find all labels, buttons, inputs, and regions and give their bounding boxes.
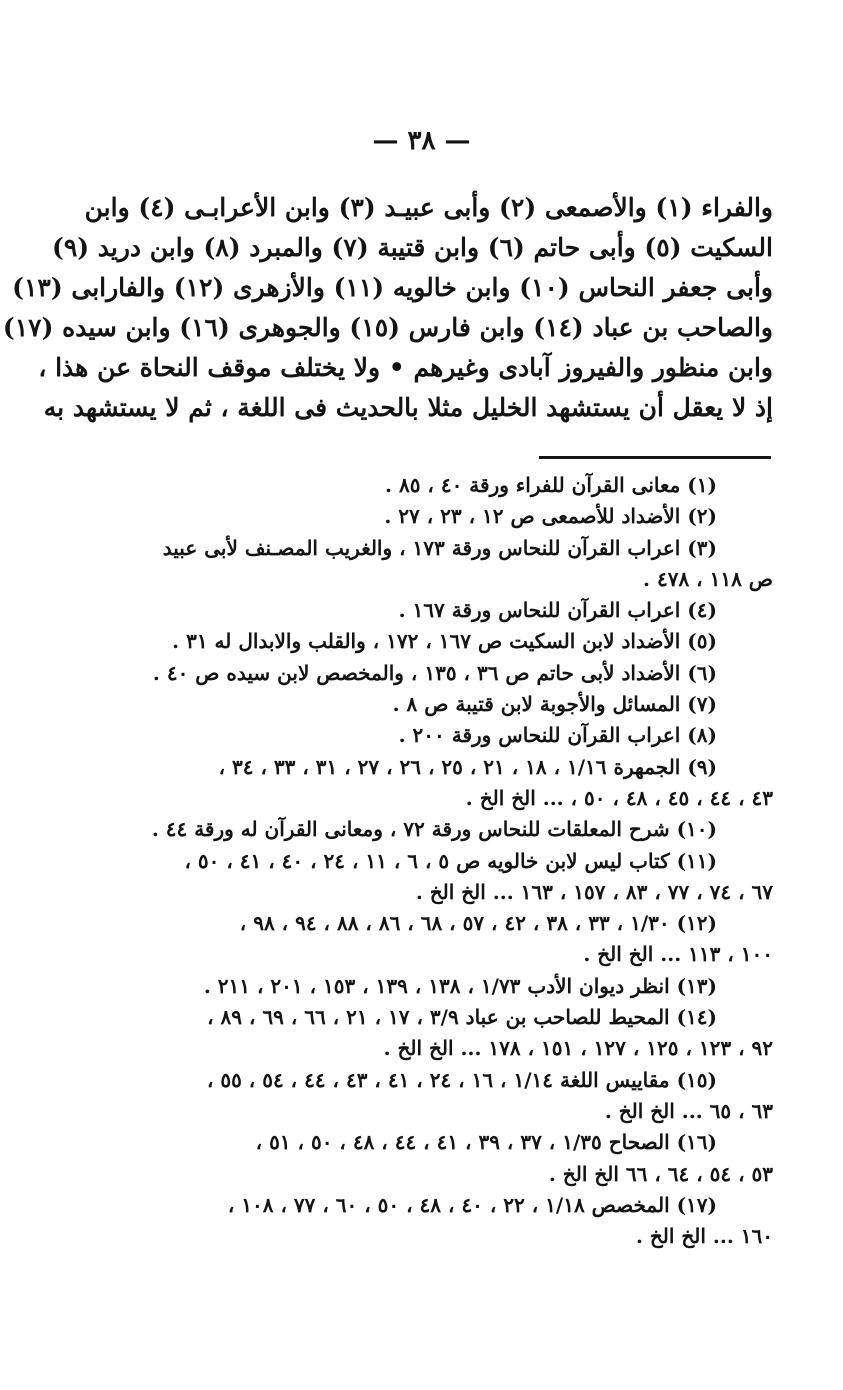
footnote-7 bbox=[61, 689, 773, 720]
footnote-9 bbox=[61, 752, 773, 815]
footnote-line: (٨) اعراب القرآن للنحاس ورقة ٢٠٠ . bbox=[398, 723, 717, 748]
footnote-line: ٥٣ ، ٥٤ ، ٦٤ ، ٦٦ الخ الخ . bbox=[548, 1161, 773, 1186]
footnote-line: (١٦) الصحاح ١/٣٥ ، ٣٧ ، ٣٩ ، ٤١ ، ٤٤ ، ٤٨ ، ٥٠ ، ٥١ ، bbox=[255, 1130, 717, 1155]
footnote-16 bbox=[61, 1127, 773, 1190]
footnote-1 bbox=[61, 470, 773, 501]
footnote-6 bbox=[61, 658, 773, 689]
footnote-2 bbox=[61, 501, 773, 532]
footnote-12 bbox=[61, 908, 773, 971]
footnote-line: (١٧) المخصص ١/١٨ ، ٢٢ ، ٤٠ ، ٤٨ ، ٥٠ ، ٦٠ ، ٧٧ ، ١٠٨ ، bbox=[227, 1192, 717, 1217]
footnote-line: (٥) الأضداد لابن السكيت ص ١٦٧ ، ١٧٢ ، والقلب والابدال له ٣١ . bbox=[172, 629, 717, 654]
footnote-line: (١٥) مقاييس اللغة ١/١٤ ، ١٦ ، ٢٤ ، ٤١ ، ٤٣ ، ٤٤ ، ٥٤ ، ٥٥ ، bbox=[206, 1067, 717, 1092]
footnote-3 bbox=[61, 533, 773, 596]
footnote-13 bbox=[61, 971, 773, 1002]
footnote-line: ٦٧ ، ٧٤ ، ٧٧ ، ٨٣ ، ١٥٧ ، ١٦٣ ... الخ الخ . bbox=[415, 879, 773, 904]
footnote-line: (١٢) ١/٣٠ ، ٣٣ ، ٣٨ ، ٤٢ ، ٥٧ ، ٦٨ ، ٨٦ ، ٨٨ ، ٩٤ ، ٩٨ ، bbox=[239, 911, 717, 936]
body-line: والفراء (١) والأصمعى (٢) وأبى عبيـد (٣) وابن الأعرابـى (٤) وابن bbox=[84, 193, 773, 222]
footnote-line: (٢) الأضداد للأصمعى ص ١٢ ، ٢٣ ، ٢٧ . bbox=[384, 504, 717, 529]
footnote-line: ص ١١٨ ، ٤٧٨ . bbox=[643, 566, 773, 591]
body-line: إذ لا يعقل أن يستشهد الخليل مثلا بالحديث فى اللغة ، ثم لا يستشهد به bbox=[43, 393, 773, 422]
body-line: وأبى جعفر النحاس (١٠) وابن خالويه (١١) والأزهرى (١٢) والفارابى (١٣) bbox=[12, 273, 773, 302]
footnote-17 bbox=[61, 1190, 773, 1253]
body-line: السكيت (٥) وأبى حاتم (٦) وابن قتيبة (٧) والمبرد (٨) وابن دريد (٩) bbox=[51, 233, 773, 262]
footnote-line: (١١) كتاب ليس لابن خالويه ص ٥ ، ٦ ، ١١ ، ٢٤ ، ٤٠ ، ٤١ ، ٥٠ ، bbox=[184, 848, 717, 873]
body-text bbox=[2, 188, 773, 428]
footnote-line: (٣) اعراب القرآن للنحاس ورقة ١٧٣ ، والغريب المصـنف لأبى عبيد bbox=[162, 535, 717, 560]
footnote-5 bbox=[61, 626, 773, 657]
footnote-line: ١٠٠ ، ١١٣ ... الخ الخ . bbox=[583, 942, 773, 967]
footnote-4 bbox=[61, 595, 773, 626]
footnotes bbox=[61, 470, 773, 1252]
footnote-line: ٦٣ ، ٦٥ ... الخ الخ . bbox=[604, 1098, 773, 1123]
footnote-line: (٧) المسائل والأجوبة لابن قتيبة ص ٨ . bbox=[392, 692, 717, 717]
footnote-14 bbox=[61, 1002, 773, 1065]
footnote-line: (١) معانى القرآن للفراء ورقة ٤٠ ، ٨٥ . bbox=[385, 473, 717, 497]
footnote-line: ١٦٠ ... الخ الخ . bbox=[635, 1224, 773, 1249]
footnote-line: (١٠) شرح المعلقات للنحاس ورقة ٧٢ ، ومعانى القرآن له ورقة ٤٤ . bbox=[151, 817, 717, 842]
footnote-line: ٤٣ ، ٤٤ ، ٤٥ ، ٤٨ ، ٥٠ ، ... الخ الخ . bbox=[465, 785, 773, 810]
footnote-line: (٩) الجمهرة ١/١٦ ، ١٨ ، ٢١ ، ٢٥ ، ٢٦ ، ٢٧ ، ٣١ ، ٣٣ ، ٣٤ ، bbox=[218, 754, 717, 779]
footnote-line: (١٣) انظر ديوان الأدب ١/٧٣ ، ١٣٨ ، ١٣٩ ، ١٥٣ ، ٢٠١ ، ٢١١ . bbox=[203, 973, 717, 998]
footnote-separator bbox=[539, 456, 771, 459]
footnote-line: (١٤) المحيط للصاحب بن عباد ٣/٩ ، ١٧ ، ٢١ ، ٦٦ ، ٦٩ ، ٨٩ ، bbox=[207, 1005, 717, 1030]
footnote-8 bbox=[61, 720, 773, 751]
footnote-10 bbox=[61, 814, 773, 845]
footnote-line: (٦) الأضداد لأبى حاتم ص ٣٦ ، ١٣٥ ، والمخصص لابن سيده ص ٤٠ . bbox=[152, 660, 717, 685]
body-line: وابن منظور والفيروز آبادى وغيرهم • ولا يختلف موقف النحاة عن هذا ، bbox=[38, 353, 773, 382]
footnote-line: ٩٢ ، ١٢٣ ، ١٢٥ ، ١٢٧ ، ١٥١ ، ١٧٨ ... الخ الخ . bbox=[383, 1036, 773, 1061]
footnote-15 bbox=[61, 1065, 773, 1128]
page-number: — ٣٨ — bbox=[372, 126, 471, 156]
footnote-11 bbox=[61, 846, 773, 909]
footnote-line: (٤) اعراب القرآن للنحاس ورقة ١٦٧ . bbox=[398, 598, 717, 623]
body-line: والصاحب بن عباد (١٤) وابن فارس (١٥) والجوهرى (١٦) وابن سيده (١٧) bbox=[2, 313, 773, 342]
